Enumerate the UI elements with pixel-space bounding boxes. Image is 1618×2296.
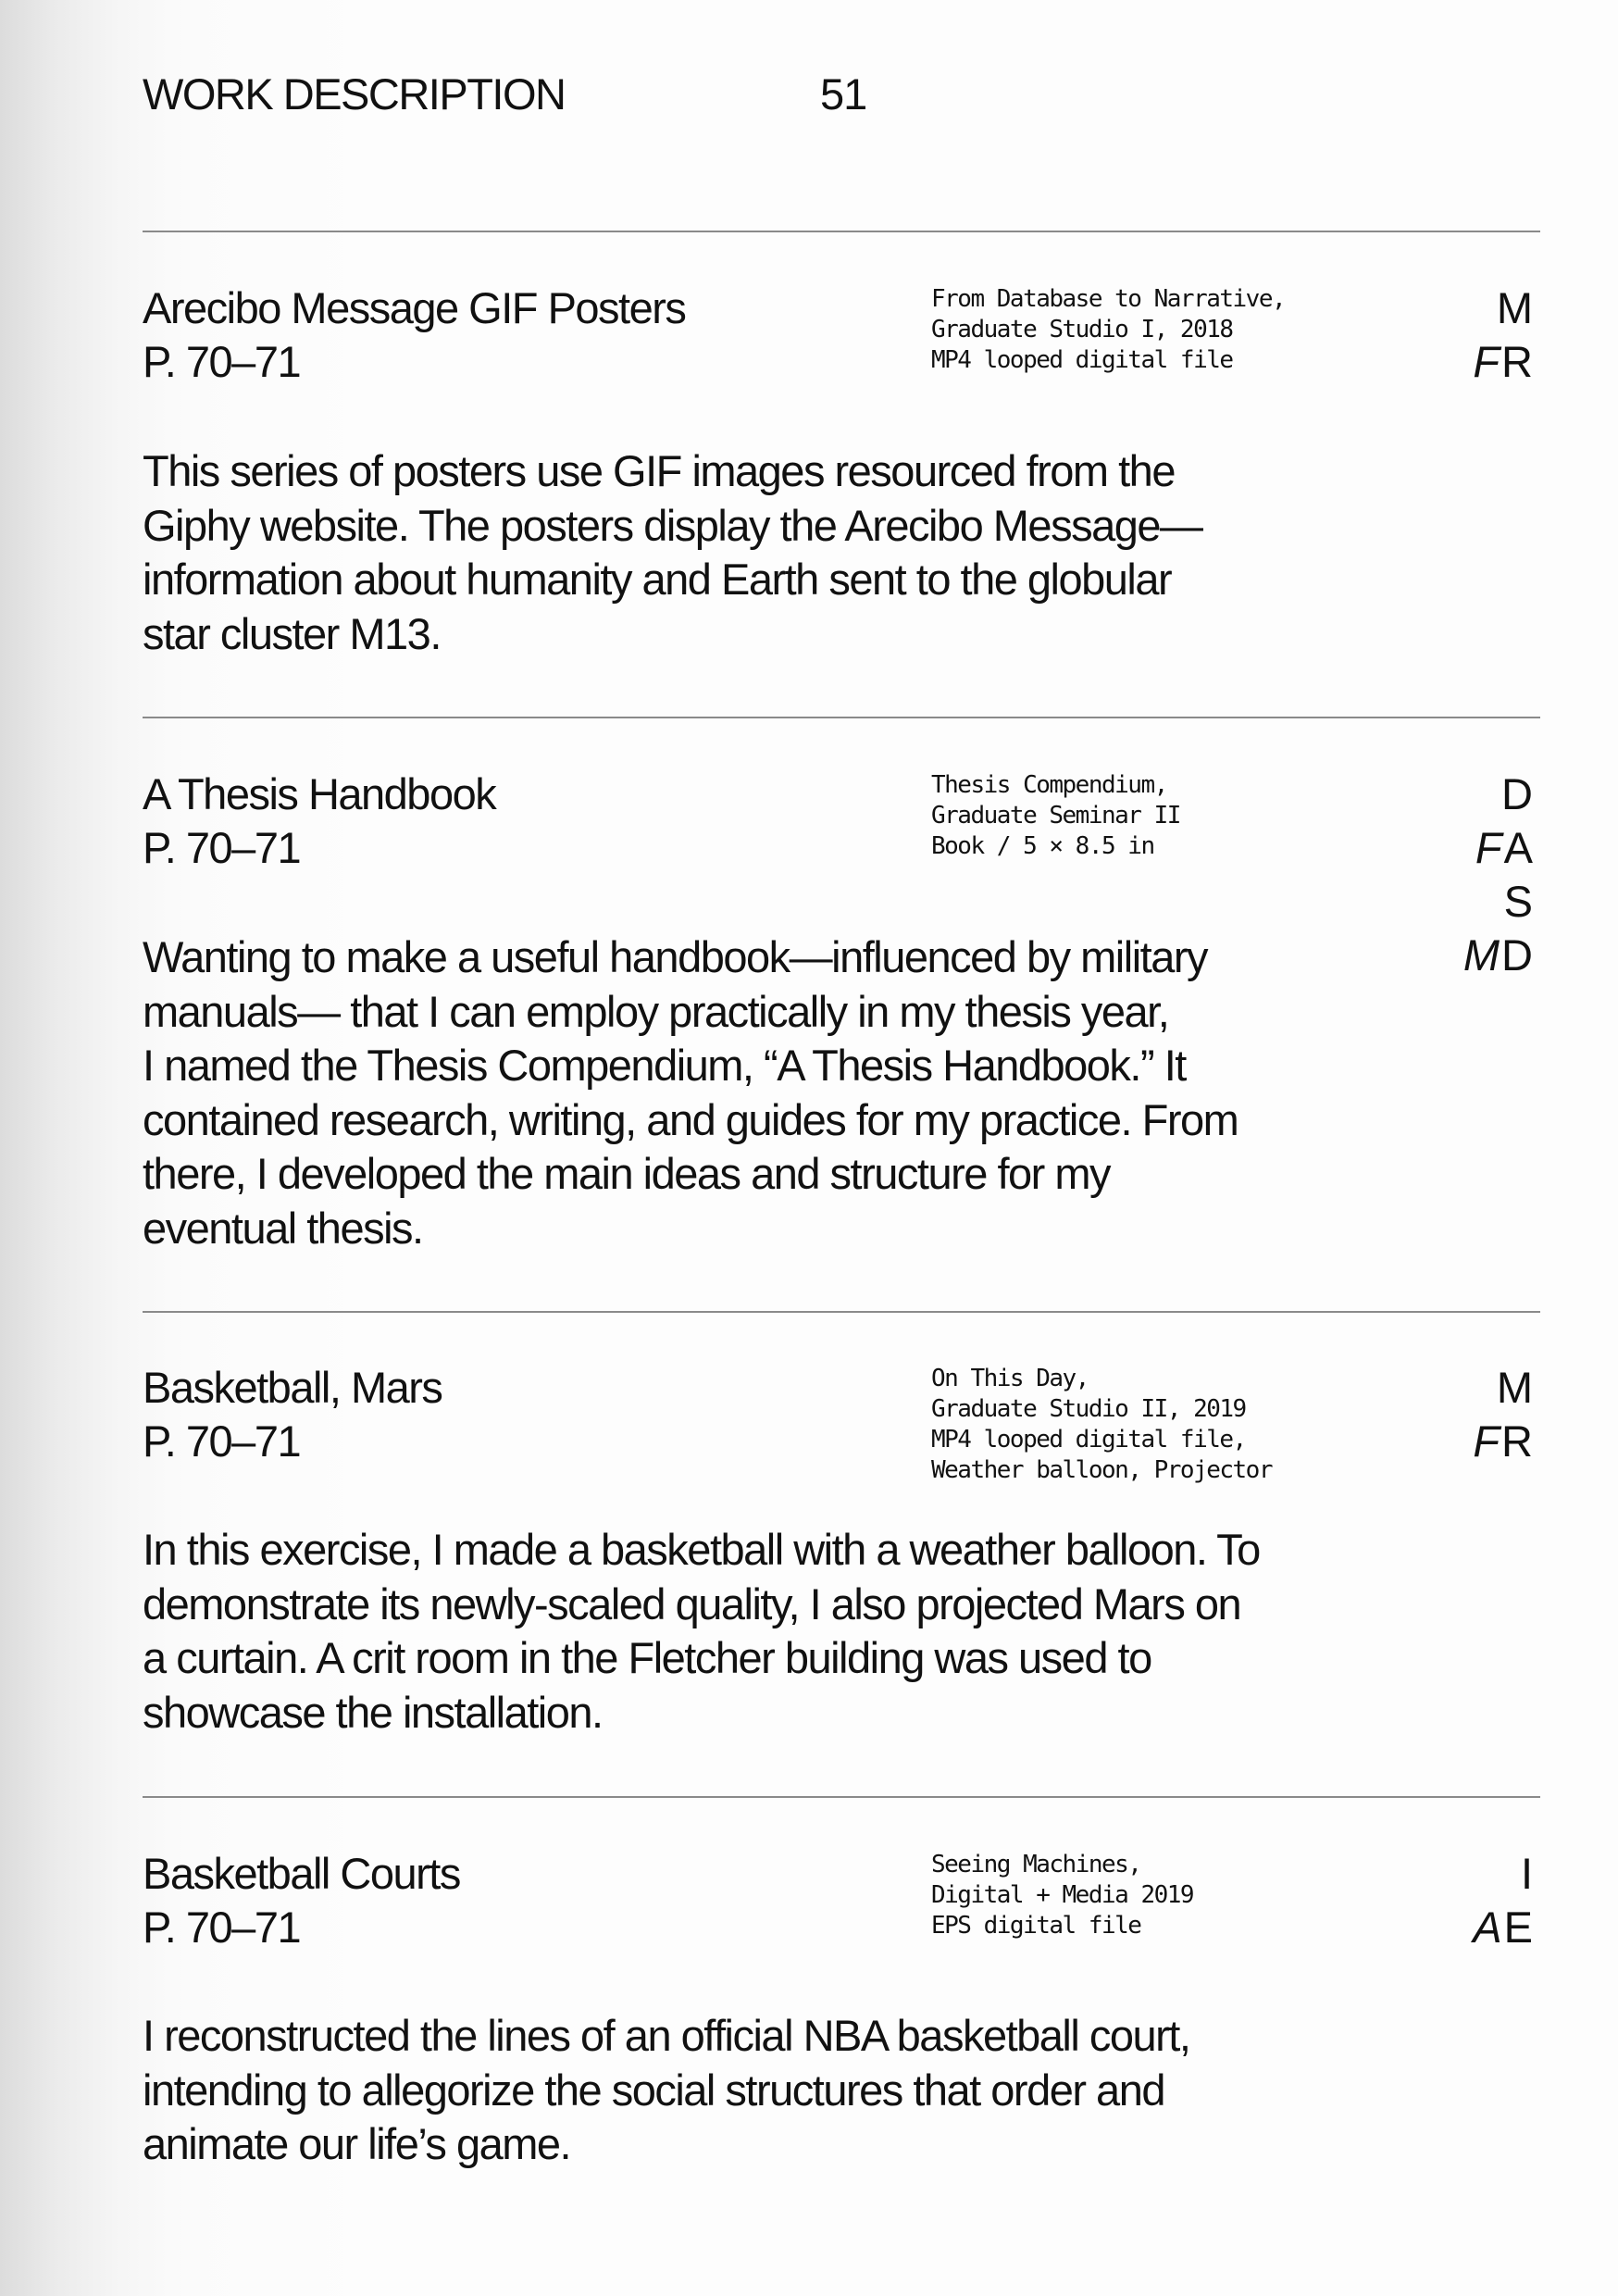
entry-tags bbox=[1473, 1847, 1533, 1954]
tag-regular: R bbox=[1501, 337, 1533, 386]
meta-line: Graduate Seminar II bbox=[931, 802, 1180, 830]
tag-line bbox=[1463, 767, 1533, 821]
entry-tags bbox=[1473, 1361, 1533, 1468]
meta-line: MP4 looped digital file bbox=[931, 346, 1233, 374]
tag-regular: D bbox=[1501, 769, 1533, 818]
tag-line bbox=[1473, 1901, 1533, 1954]
tag-line bbox=[1473, 1847, 1533, 1901]
body-line: demonstrate its newly-scaled quality, I also projected Mars on bbox=[143, 1578, 1241, 1628]
entry-pages: P. 70–71 bbox=[143, 1903, 301, 1952]
meta-line: Digital + Media 2019 bbox=[931, 1881, 1194, 1909]
tag-line bbox=[1463, 821, 1533, 875]
entry-title: A Thesis Handbook bbox=[143, 769, 496, 818]
tag-line bbox=[1473, 335, 1533, 389]
tag-regular: M bbox=[1496, 283, 1533, 332]
meta-line: MP4 looped digital file, bbox=[931, 1426, 1246, 1454]
tag-line bbox=[1463, 929, 1533, 982]
body-line: there, I developed the main ideas and structure for my bbox=[143, 1149, 1111, 1198]
tag-italic: F bbox=[1475, 823, 1502, 872]
page-number: 51 bbox=[820, 69, 867, 119]
entry-tags bbox=[1473, 281, 1533, 389]
tag-italic: F bbox=[1473, 1416, 1500, 1466]
tag-regular: E bbox=[1503, 1903, 1533, 1952]
entry-pages: P. 70–71 bbox=[143, 1416, 301, 1466]
meta-line: Graduate Studio II, 2019 bbox=[931, 1395, 1246, 1423]
entry-title: Basketball Courts bbox=[143, 1849, 460, 1898]
meta-line: Seeing Machines, bbox=[931, 1851, 1141, 1878]
body-line: information about humanity and Earth sent to the globular bbox=[143, 555, 1172, 604]
body-line: I named the Thesis Compendium, “A Thesis Handbook.” It bbox=[143, 1041, 1186, 1090]
tag-regular: A bbox=[1503, 823, 1533, 872]
meta-line: Thesis Compendium, bbox=[931, 771, 1167, 799]
page-header bbox=[143, 69, 867, 119]
tag-regular: I bbox=[1520, 1849, 1533, 1898]
tag-line bbox=[1473, 1361, 1533, 1415]
entry-title: Arecibo Message GIF Posters bbox=[143, 283, 686, 332]
divider bbox=[143, 1311, 1540, 1313]
body-line: a curtain. A crit room in the Fletcher building was used to bbox=[143, 1633, 1151, 1682]
entry-tags bbox=[1463, 767, 1533, 982]
body-line: animate our life’s game. bbox=[143, 2119, 571, 2168]
entry-description bbox=[143, 1523, 1401, 1740]
tag-italic: M bbox=[1462, 930, 1500, 980]
entry-meta bbox=[931, 1850, 1193, 1941]
body-line: manuals— that I can employ practically in my thesis year, bbox=[143, 986, 1169, 1036]
body-line: contained research, writing, and guides for my practice. From bbox=[143, 1094, 1238, 1144]
entry-title-block bbox=[143, 1361, 442, 1468]
entry-meta bbox=[931, 770, 1180, 862]
divider bbox=[143, 1796, 1540, 1798]
tag-line bbox=[1463, 875, 1533, 929]
tag-line bbox=[1473, 281, 1533, 335]
body-line: intending to allegorize the social structures that order and bbox=[143, 2065, 1164, 2115]
body-line: showcase the installation. bbox=[143, 1687, 603, 1737]
tag-line bbox=[1473, 1415, 1533, 1468]
tag-italic: F bbox=[1473, 337, 1500, 386]
divider bbox=[143, 717, 1540, 718]
body-line: In this exercise, I made a basketball with a weather balloon. To bbox=[143, 1525, 1260, 1574]
entry-description bbox=[143, 930, 1401, 1255]
body-line: eventual thesis. bbox=[143, 1203, 423, 1253]
section-title: WORK DESCRIPTION bbox=[143, 69, 566, 119]
meta-line: On This Day, bbox=[931, 1365, 1089, 1392]
entry-pages: P. 70–71 bbox=[143, 823, 301, 872]
meta-line: Weather balloon, Projector bbox=[931, 1456, 1272, 1484]
meta-line: Book / 5 × 8.5 in bbox=[931, 832, 1154, 860]
tag-regular: R bbox=[1501, 1416, 1533, 1466]
entry-title-block bbox=[143, 767, 495, 875]
entry-meta bbox=[931, 1364, 1272, 1486]
meta-line: From Database to Narrative, bbox=[931, 285, 1286, 313]
divider bbox=[143, 231, 1540, 232]
body-line: star cluster M13. bbox=[143, 608, 441, 658]
tag-italic: A bbox=[1473, 1903, 1502, 1952]
entry-description bbox=[143, 444, 1401, 661]
body-line: Wanting to make a useful handbook—influenced by military bbox=[143, 932, 1207, 981]
tag-regular: S bbox=[1503, 877, 1533, 926]
entry-title-block bbox=[143, 281, 685, 389]
body-line: This series of posters use GIF images resourced from the bbox=[143, 446, 1175, 495]
entry-description bbox=[143, 2009, 1401, 2172]
entry-title: Basketball, Mars bbox=[143, 1363, 442, 1412]
tag-regular: D bbox=[1501, 930, 1533, 980]
entry-meta bbox=[931, 284, 1285, 376]
body-line: Giphy website. The posters display the Arecibo Message— bbox=[143, 500, 1202, 550]
body-line: I reconstructed the lines of an official NBA basketball court, bbox=[143, 2011, 1190, 2060]
entry-pages: P. 70–71 bbox=[143, 337, 301, 386]
meta-line: EPS digital file bbox=[931, 1912, 1141, 1940]
entry-title-block bbox=[143, 1847, 460, 1954]
meta-line: Graduate Studio I, 2018 bbox=[931, 316, 1233, 343]
tag-regular: M bbox=[1496, 1363, 1533, 1412]
